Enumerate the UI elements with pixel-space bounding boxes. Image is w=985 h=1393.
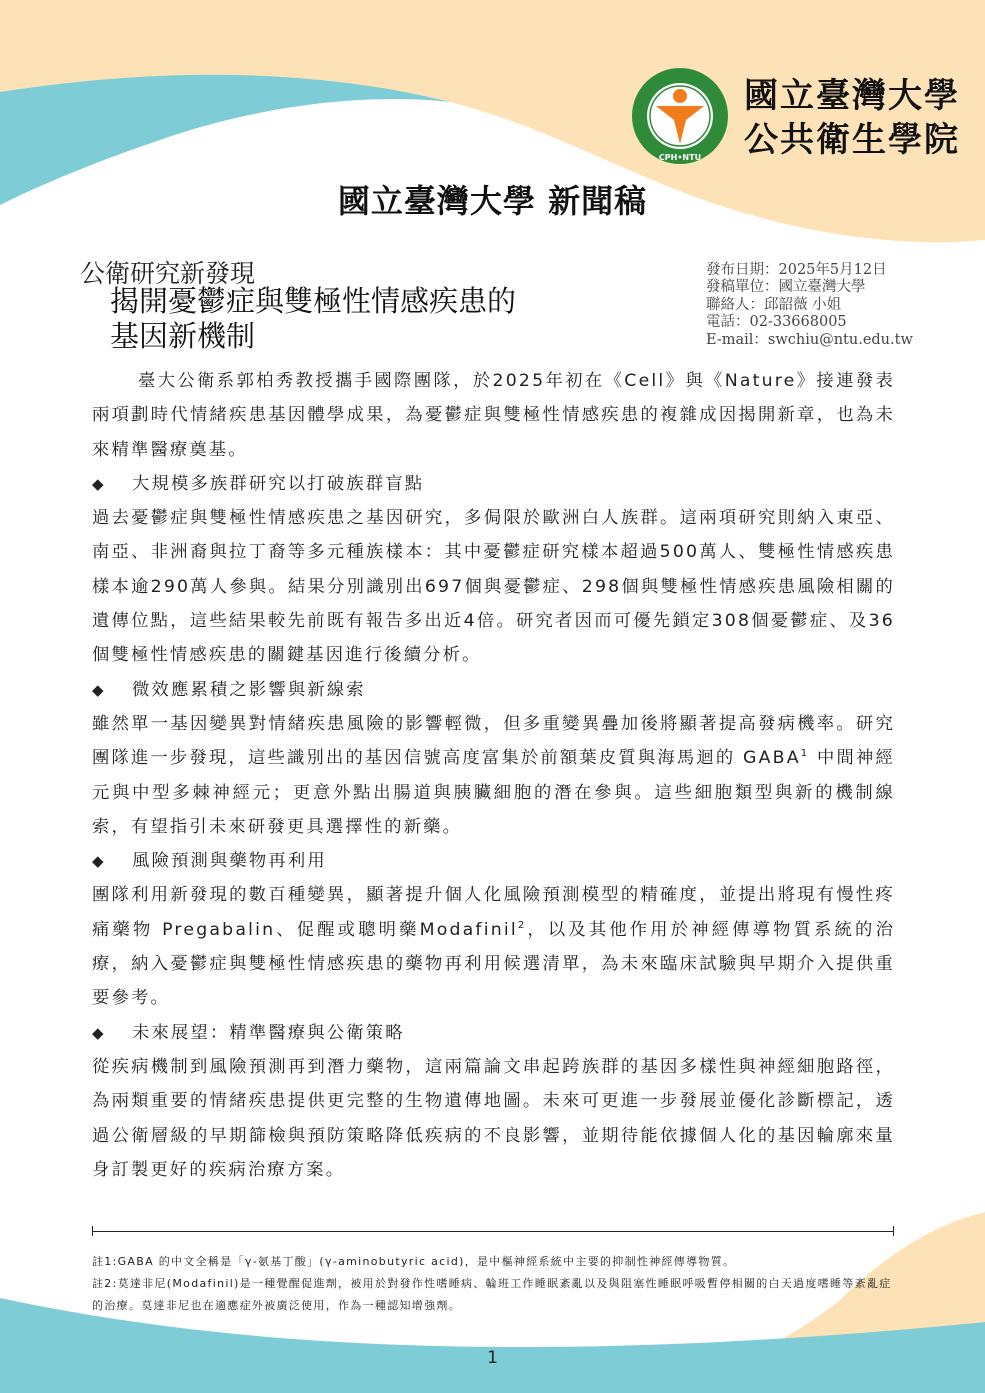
footnotes xyxy=(92,1251,894,1317)
footnote-1: 註1:GABA 的中文全稱是「γ-氨基丁酸」(γ-aminobutyric acid)，是中樞神經系統中主要的抑制性神經傳導物質。 xyxy=(92,1255,736,1268)
article-body xyxy=(92,364,895,1187)
release-phone: 電話：02-33668005 xyxy=(706,314,847,331)
section4-heading-text: 未來展望：精準醫療與公衛策略 xyxy=(132,1022,405,1043)
section1-paragraph: 過去憂鬱症與雙極性情感疾患之基因研究，多侷限於歐洲白人族群。這兩項研究則納入東亞、南亞、非洲裔與拉丁裔等多元種族樣本：其中憂鬱症研究樣本超過500萬人、雙極性情感疾患樣本逾290萬人參與。結果分別識別出697個與憂鬱症、298個與雙極性情感疾患風險相關的遺傳位點，這些結果較先前既有報告多出近4倍。研究者因而可優先鎖定308個憂鬱症、及36個雙極性情感疾患的關鍵基因進行後續分析。 xyxy=(92,508,895,666)
section3-heading-text: 風險預測與藥物再利用 xyxy=(132,851,327,872)
section4-paragraph: 從疾病機制到風險預測再到潛力藥物，這兩篇論文串起跨族群的基因多樣性與神經細胞路徑，為兩類重要的情緒疾患提供更完整的生物遺傳地圖。未來可更進一步發展並優化診斷標記，透過公衛層級的早期篩檢與預防策略降低疾病的不良影響，並期待能依據個人化的基因輪廓來量身訂製更好的疾病治療方案。 xyxy=(92,1056,895,1180)
footnote-2: 註2:莫達非尼(Modafinil)是一種覺醒促進劑，被用於對發作性嗜睡病、輪班工作睡眠紊亂以及與阻塞性睡眠呼吸暫停相關的白天過度嗜睡等紊亂症的治療。莫達非尼也在適應症外被廣泛使用，作為一種認知增強劑。 xyxy=(92,1277,892,1312)
release-email: E-mail：swchiu@ntu.edu.tw xyxy=(706,331,913,348)
diamond-bullet-icon: ◆ xyxy=(92,474,106,493)
headline xyxy=(110,284,516,354)
diamond-bullet-icon: ◆ xyxy=(92,1023,106,1042)
section1-heading xyxy=(92,467,895,501)
footnote-ref-1: 1 xyxy=(800,748,810,760)
footnote-divider xyxy=(92,1231,894,1232)
section1-heading-text: 大規模多族群研究以打破族群盲點 xyxy=(132,473,425,494)
section4-heading xyxy=(92,1016,895,1050)
diamond-bullet-icon: ◆ xyxy=(92,680,106,699)
section3-heading xyxy=(92,844,895,878)
college-logo xyxy=(630,66,970,176)
release-unit: 發稿單位：國立臺灣大學 xyxy=(706,279,866,296)
divider-tick-left xyxy=(92,1226,93,1236)
headline-line2: 基因新機制 xyxy=(110,319,256,353)
section3-paragraph xyxy=(92,878,895,1015)
footnote-ref-2: 2 xyxy=(517,919,527,931)
section3-text-a: 團隊利用新發現的數百種變異，顯著提升個人化風險預測模型的精確度，並提出將現有慢性疼痛藥物 Pregabalin、促醒或聰明藥Modafinil xyxy=(92,885,895,940)
section3-text-b: ，以及其他作用於神經傳導物質系統的治療，納入憂鬱症與雙極性情感疾患的藥物再利用候選清單，為未來臨床試驗與早期介入提供重要參考。 xyxy=(92,919,895,1009)
section2-heading xyxy=(92,673,895,707)
diamond-bullet-icon: ◆ xyxy=(92,852,106,871)
intro-paragraph: 臺大公衛系郭柏秀教授攜手國際團隊，於2025年初在《Cell》與《Nature》接連發表兩項劃時代情緒疾患基因體學成果，為憂鬱症與雙極性情感疾患的複雜成因揭開新章，也為未來精準醫療奠基。 xyxy=(92,371,895,460)
section2-heading-text: 微效應累積之影響與新線索 xyxy=(132,679,366,700)
release-info xyxy=(706,262,913,349)
page-number: 1 xyxy=(487,1348,498,1368)
divider-tick-right xyxy=(893,1226,894,1236)
category-label: 公衛研究新發現 xyxy=(80,259,256,288)
logo-line1: 國立臺灣大學 xyxy=(744,76,960,116)
section2-text-b: 中間神經元與中型多棘神經元；更意外點出腸道與胰臟細胞的潛在參與。這些細胞類型與新的機制線索，有望指引未來研發更具選擇性的新藥。 xyxy=(92,748,895,837)
release-contact: 聯絡人：邱韶薇 小姐 xyxy=(706,296,842,313)
page-title: 國立臺灣大學 新聞稿 xyxy=(337,182,648,220)
release-date: 發布日期：2025年5月12日 xyxy=(706,262,887,278)
section2-text-a: 雖然單一基因變異對情緒疾患風險的影響輕微，但多重變異疊加後將顯著提高發病機率。研究團隊進一步發現，這些識別出的基因信號高度富集於前額葉皮質與海馬迴的 GABA xyxy=(92,713,895,769)
headline-line1: 揭開憂鬱症與雙極性情感疾患的 xyxy=(110,284,517,318)
logo-line2: 公共衛生學院 xyxy=(744,120,960,160)
cph-ntu-seal-icon xyxy=(630,66,730,166)
seal-abbr: CPH•NTU xyxy=(658,153,702,162)
section2-paragraph xyxy=(92,707,895,844)
